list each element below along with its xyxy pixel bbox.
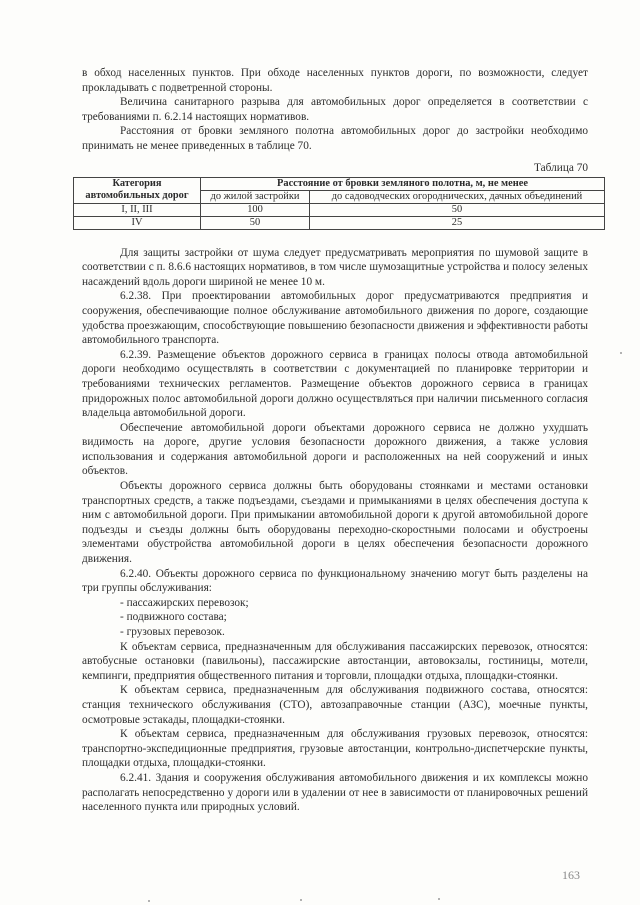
scan-speck: [148, 900, 150, 902]
paragraph-safety: Обеспечение автомобильной дороги объектами дорожного сервиса не должно ухудшать видимость на дороге, другие условия безопасности дорожного движения, а также условия использования и содержания автомобильной дороги и расположенных на ней сооружений и иных объектов.: [82, 421, 588, 478]
header-distance: Расстояние от бровки земляного полотна, м, не менее: [201, 177, 605, 190]
paragraph-distances: Расстояния от бровки земляного полотна автомобильных дорог до застройки необходимо принимать не менее приведенных в таблице 70.: [82, 125, 588, 152]
paragraph-cargo-services: К объектам сервиса, предназначенным для обслуживания грузовых перевозок, относятся: транспортно-экспедиционные предприятия, грузовые автостанции, контрольно-диспетчерские пункты, площадки отдыха, площадки-стоянки.: [82, 728, 588, 770]
table-row: [74, 203, 605, 216]
cell-garden: 25: [310, 216, 605, 229]
paragraph-6-2-41: 6.2.41. Здания и сооружения обслуживания автомобильного движения и их комплексы можно располагать непосредственно у дороги или в удалении от нее в зависимости от планировочных решений населенного пункта или природных условий.: [82, 771, 588, 814]
cell-garden: 50: [310, 203, 605, 216]
paragraph-rolling-stock-services: К объектам сервиса, предназначенным для обслуживания подвижного состава, относятся: станция технического обслуживания (СТО), автозаправочные станции (АЗС), моечные пункты, осмотровые эстакады, площадки-стоянки.: [82, 684, 588, 726]
table-header-row: [74, 177, 605, 190]
cell-category: IV: [74, 216, 201, 229]
page-number: 163: [562, 868, 580, 882]
page-content: [82, 66, 588, 815]
list-item: - грузовых перевозок.: [120, 626, 225, 638]
paragraph-parking: Объекты дорожного сервиса должны быть оборудованы стоянками и местами остановки транспортных средств, а также подъездами, съездами и примыканиями в целях обеспечения доступа к ним с автомобильной дороги. При примыкании автомобильной дороги к другой автомобильной дороге подъезды и съезды должны быть оборудованы переходно-скоростными полосами и обустроены элементами обустройства автомобильной дороги в целях обеспечения безопасности дорожного движения.: [82, 480, 588, 566]
paragraph-passenger-services: К объектам сервиса, предназначенным для обслуживания пассажирских перевозок, относятся: автобусные остановки (павильоны), пассажирские автостанции, автовокзалы, гостиницы, мотели, кемпинги, предприятия общественного питания и торговли, площадки отдыха, площадки-стоянки.: [82, 640, 588, 682]
header-category: Категория автомобильных дорог: [74, 177, 201, 203]
table-caption: Таблица 70: [534, 161, 588, 174]
scan-speck: [300, 899, 302, 901]
paragraph-6-2-40: 6.2.40. Объекты дорожного сервиса по функциональному значению могут быть разделены на три группы обслуживания:: [82, 567, 588, 595]
list-item: - пассажирских перевозок;: [120, 596, 249, 609]
header-residential: до жилой застройки: [201, 190, 310, 203]
paragraph-6-2-39: 6.2.39. Размещение объектов дорожного сервиса в границах полосы отвода автомобильной дороги необходимо осуществлять в соответствии с документацией по планировке территории и требованиями технических регламентов. Размещение объектов дорожного сервиса в границах придорожных полос автомобильной дороги должно осуществляться при наличии письменного согласия владельца автомобильной дороги.: [82, 348, 588, 420]
cell-category: I, II, III: [74, 203, 201, 216]
paragraph-noise: Для защиты застройки от шума следует предусматривать мероприятия по шумовой защите в соответствии с п. 8.6.6 настоящих нормативов, в том числе шумозащитные устройства и полосу зеленых насаждений вдоль дороги шириной не менее 10 м.: [82, 246, 588, 288]
header-garden: до садоводческих огороднических, дачных объединений: [310, 190, 605, 203]
scan-speck: [438, 898, 440, 900]
paragraph-sanitary-gap: Величина санитарного разрыва для автомобильных дорог определяется в соответствии с требованиями п. 6.2.14 настоящих нормативов.: [82, 96, 588, 123]
paragraph-intro-1: в обход населенных пунктов. При обходе населенных пунктов дороги, по возможности, следует прокладывать с подветренной стороны.: [82, 67, 588, 94]
paragraph-6-2-38: 6.2.38. При проектировании автомобильных дорог предусматриваются предприятия и сооружения, обеспечивающие полное обслуживание автомобильного движения по дороге, создающие удобства проезжающим, способствующие повышению безопасности движения и эффективности работы автомобильного транспорта.: [82, 290, 588, 347]
table-row: [74, 216, 605, 229]
cell-residential: 100: [201, 203, 310, 216]
cell-residential: 50: [201, 216, 310, 229]
list-item: - подвижного состава;: [120, 611, 227, 624]
scan-speck: [620, 352, 622, 354]
table-70: [73, 177, 605, 230]
